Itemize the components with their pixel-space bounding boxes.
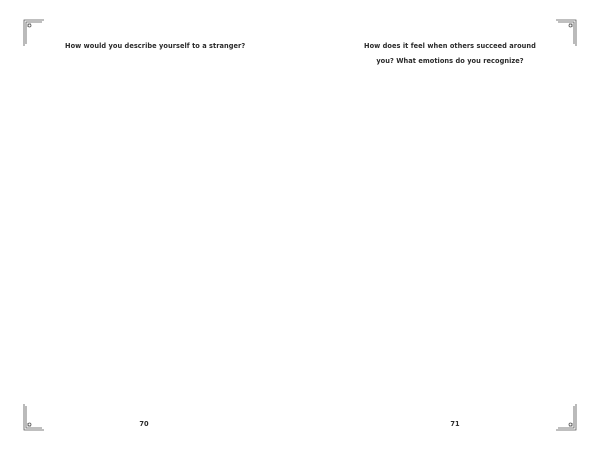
right-page-number: 71 <box>450 420 460 428</box>
right-page <box>300 0 600 450</box>
left-page-prompt: How would you describe yourself to a stranger? <box>65 42 246 50</box>
left-page-number: 70 <box>139 420 149 428</box>
right-page-prompt: How does it feel when others succeed around you? What emotions do you recognize? <box>364 42 536 65</box>
